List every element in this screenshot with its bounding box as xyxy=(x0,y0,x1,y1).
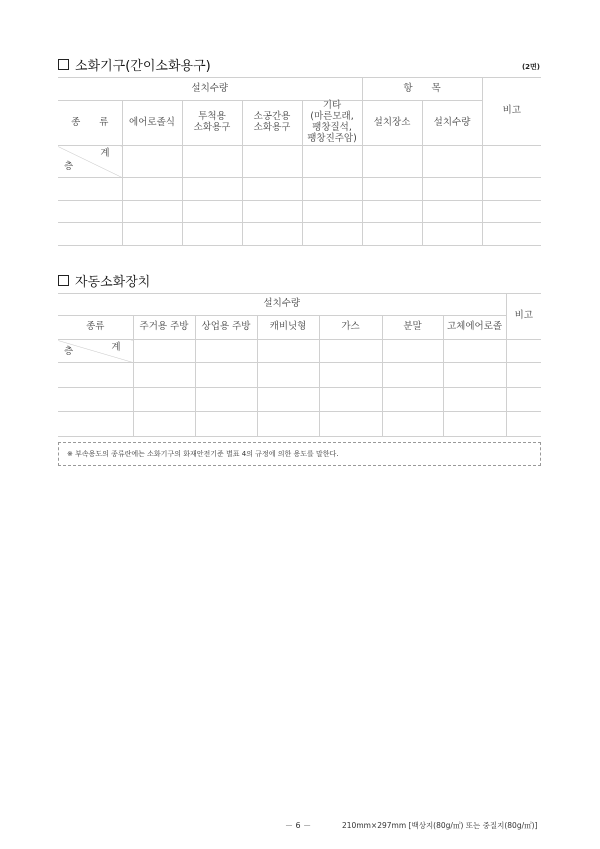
header-install-qty: 설치수량 xyxy=(58,78,362,101)
cell[interactable] xyxy=(257,363,319,388)
checkbox-square-icon xyxy=(58,59,69,70)
header-item: 항 목 xyxy=(362,78,482,101)
cell[interactable] xyxy=(242,146,302,178)
cell[interactable] xyxy=(506,363,541,388)
cell[interactable] xyxy=(482,146,541,178)
auto-extinguisher-table xyxy=(58,293,541,437)
cell[interactable] xyxy=(58,201,122,223)
page-number: － 6 － xyxy=(285,821,312,830)
col-solid-aerosol: 고체에어로졸 xyxy=(443,316,506,340)
col-small-space: 소공간용 소화용구 xyxy=(242,101,302,146)
section2-title-text: 자동소화장치 xyxy=(75,275,151,290)
cell[interactable] xyxy=(195,412,257,437)
cell[interactable] xyxy=(182,201,242,223)
cell[interactable] xyxy=(422,223,482,246)
table-row xyxy=(58,363,541,388)
col-powder: 분말 xyxy=(382,316,443,340)
col-throwing: 투척용 소화용구 xyxy=(182,101,242,146)
table-row xyxy=(58,178,541,201)
cell[interactable] xyxy=(182,146,242,178)
cell[interactable] xyxy=(195,340,257,363)
cell[interactable] xyxy=(382,412,443,437)
section1-title-text: 소화기구(간이소화용구) xyxy=(75,59,211,74)
col-install-location: 설치장소 xyxy=(362,101,422,146)
note-box: ※ 부속용도의 종류란에는 소화기구의 화재안전기준 별표 4의 규정에 의한 용도를 말한다. xyxy=(58,442,541,466)
cell[interactable] xyxy=(133,363,195,388)
table-row xyxy=(58,201,541,223)
cell[interactable] xyxy=(242,178,302,201)
col-aerosol: 에어로졸식 xyxy=(122,101,182,146)
section2-title xyxy=(58,271,150,290)
cell[interactable] xyxy=(122,201,182,223)
cell[interactable] xyxy=(122,178,182,201)
cell[interactable] xyxy=(422,178,482,201)
cell[interactable] xyxy=(362,223,422,246)
cell[interactable] xyxy=(443,363,506,388)
cell[interactable] xyxy=(133,388,195,412)
cell[interactable] xyxy=(182,223,242,246)
cell[interactable] xyxy=(382,340,443,363)
cell[interactable] xyxy=(133,412,195,437)
fire-extinguisher-table xyxy=(58,77,541,246)
floor-total-cell xyxy=(58,340,133,363)
cell[interactable] xyxy=(482,201,541,223)
cell[interactable] xyxy=(257,388,319,412)
cell[interactable] xyxy=(482,178,541,201)
cell[interactable] xyxy=(443,388,506,412)
cell[interactable] xyxy=(362,146,422,178)
col-type: 종 류 xyxy=(58,101,122,146)
cell[interactable] xyxy=(382,363,443,388)
cell[interactable] xyxy=(242,223,302,246)
cell[interactable] xyxy=(302,178,362,201)
cell[interactable] xyxy=(58,412,133,437)
cell[interactable] xyxy=(257,340,319,363)
floor-label: 층 xyxy=(64,161,74,173)
col-cabinet: 캐비닛형 xyxy=(257,316,319,340)
cell[interactable] xyxy=(482,223,541,246)
col-residential-kitchen: 주거용 주방 xyxy=(133,316,195,340)
table-row xyxy=(58,388,541,412)
header-remarks: 비고 xyxy=(506,294,541,340)
cell[interactable] xyxy=(443,340,506,363)
table-row xyxy=(58,412,541,437)
table-row xyxy=(58,223,541,246)
paper-spec: 210mm×297mm [백상지(80g/㎡) 또는 중질지(80g/㎡)] xyxy=(342,821,538,830)
cell[interactable] xyxy=(422,146,482,178)
cell[interactable] xyxy=(182,178,242,201)
cell[interactable] xyxy=(195,388,257,412)
cell[interactable] xyxy=(133,340,195,363)
cell[interactable] xyxy=(319,340,382,363)
checkbox-square-icon xyxy=(58,275,69,286)
cell[interactable] xyxy=(58,223,122,246)
cell[interactable] xyxy=(302,201,362,223)
cell[interactable] xyxy=(302,223,362,246)
cell[interactable] xyxy=(257,412,319,437)
cell[interactable] xyxy=(58,363,133,388)
cell[interactable] xyxy=(382,388,443,412)
header-install-qty: 설치수량 xyxy=(58,294,506,316)
page-side-label: (2면) xyxy=(521,63,540,71)
cell[interactable] xyxy=(443,412,506,437)
col-install-qty: 설치수량 xyxy=(422,101,482,146)
cell[interactable] xyxy=(302,146,362,178)
cell[interactable] xyxy=(242,201,302,223)
header-remarks: 비고 xyxy=(482,78,541,146)
section1-title xyxy=(58,55,211,74)
cell[interactable] xyxy=(422,201,482,223)
cell[interactable] xyxy=(362,201,422,223)
floor-total-cell xyxy=(58,146,122,178)
cell[interactable] xyxy=(195,363,257,388)
col-other: 기타 (마른모래, 팽창질석, 팽창진주암) xyxy=(302,101,362,146)
cell[interactable] xyxy=(362,178,422,201)
cell[interactable] xyxy=(319,388,382,412)
total-label: 계 xyxy=(111,342,121,353)
floor-label: 층 xyxy=(64,346,74,358)
col-gas: 가스 xyxy=(319,316,382,340)
cell[interactable] xyxy=(122,223,182,246)
col-commercial-kitchen: 상업용 주방 xyxy=(195,316,257,340)
cell[interactable] xyxy=(58,388,133,412)
cell[interactable] xyxy=(122,146,182,178)
col-type: 종류 xyxy=(58,316,133,340)
cell[interactable] xyxy=(319,363,382,388)
cell[interactable] xyxy=(506,340,541,363)
cell[interactable] xyxy=(319,412,382,437)
total-label: 계 xyxy=(100,148,110,159)
cell[interactable] xyxy=(506,388,541,412)
cell[interactable] xyxy=(58,178,122,201)
cell[interactable] xyxy=(506,412,541,437)
